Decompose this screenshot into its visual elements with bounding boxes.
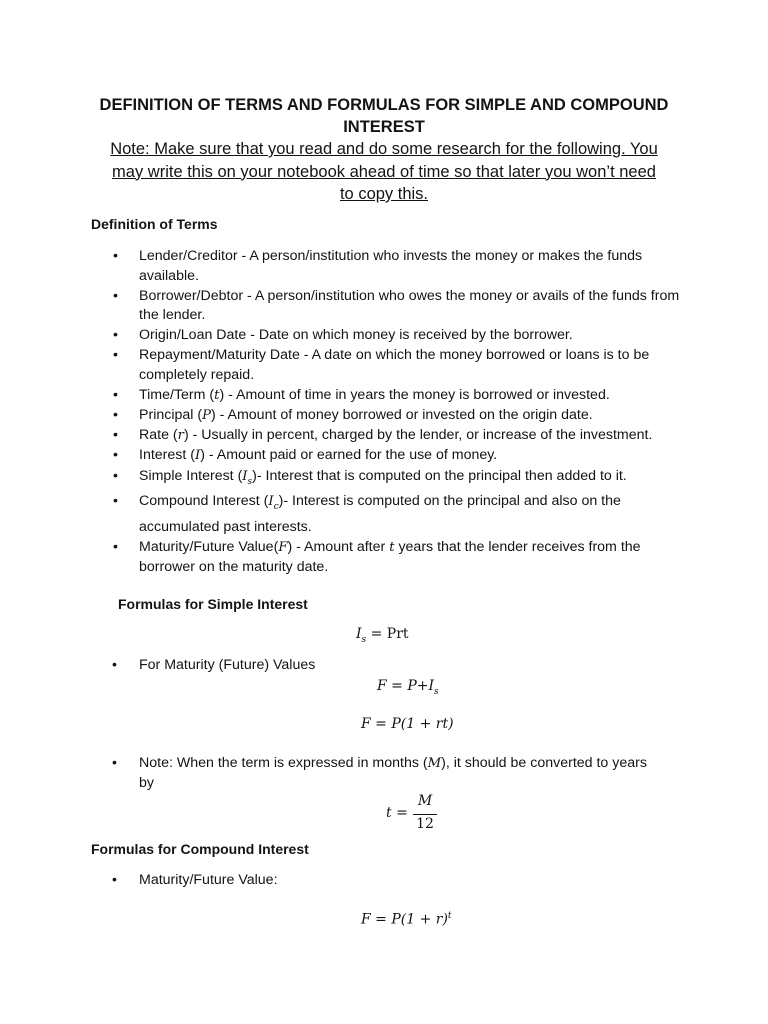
definition-text-after: ) - Amount of money borrowed or invested on the origin date. [210,407,593,424]
definition-text-before: Interest ( [139,447,195,464]
definition-item [112,346,684,385]
definition-item [112,247,684,286]
definition-text: Origin/Loan Date - Date on which money is received by the borrower. [139,327,573,344]
definition-symbol: t [214,388,220,404]
note-line-2: may write this on your notebook ahead of time so that later you won’t need [112,162,656,181]
definition-text-before: Simple Interest ( [139,467,243,484]
definition-item [112,467,684,492]
future-value-formula-1 [377,677,439,701]
formula-subscript: s [434,686,439,697]
definitions-heading: Definition of Terms [91,216,218,232]
definition-text-after: ) - Amount of time in years the money is borrowed or invested. [219,387,610,404]
definition-symbol: I [194,448,201,464]
maturity-values-label: For Maturity (Future) Values [139,657,316,673]
definition-text-after: years that the lender receives from the borrower on the maturity date. [139,538,641,575]
definition-text-before: Maturity/Future Value( [139,538,279,555]
definition-symbol: I [242,468,248,484]
definition-text-after: ) - Amount paid or earned for the use of money. [200,447,498,464]
definition-text-after: ) - Amount after [287,538,390,555]
definition-symbol-subscript: s [247,476,253,487]
formula-exponent: t [447,911,452,921]
note-line-3: to copy this. [339,185,429,203]
formula-lhs: I [356,626,362,642]
formula-base: F = P(1 + r) [361,911,448,928]
definition-symbol: P [202,408,211,424]
compound-maturity-item [112,871,278,891]
definition-text-before: Compound Interest ( [139,493,269,510]
simple-interest-heading: Formulas for Simple Interest [118,596,308,612]
note-line-1: Note: Make sure that you read and do some research for the following. You [110,140,658,158]
fraction-denominator: 12 [416,816,434,832]
definition-text-before: Time/Term ( [139,387,215,404]
definition-item [112,492,684,537]
definition-item [112,538,684,577]
definition-text-before: Rate ( [139,427,178,444]
future-value-formula-2: F = P(1 + rt) [361,716,454,732]
definition-symbol-subscript: c [273,502,279,513]
definition-item [112,446,684,466]
months-note-before: Note: When the term is expressed in months ( [139,755,428,771]
fraction-bar [413,814,437,815]
definition-text-after: ) - Usually in percent, charged by the lender, or increase of the investment. [183,427,653,444]
definition-item [112,406,684,426]
months-note-after: ), it should be converted to years [441,755,647,771]
definition-text-after: )- Interest that is computed on the principal then added to it. [252,467,627,484]
fraction-numerator: M [417,793,433,809]
months-symbol: M [427,756,442,771]
definition-symbol: r [177,428,184,444]
compound-maturity-label: Maturity/Future Value: [139,872,278,888]
definition-symbol: t [389,539,395,555]
definition-item [112,326,684,346]
definitions-list [112,247,684,578]
formula-rhs: = Prt [366,626,409,642]
fraction-lhs: t = [386,805,408,821]
definition-item [112,287,684,326]
definition-text-before: Principal ( [139,407,203,424]
months-note-by: by [139,774,154,791]
definition-symbol: F [278,539,288,555]
definition-text: Lender/Creditor - A person/institution who invests the money or makes the funds available. [139,248,643,284]
compound-interest-heading: Formulas for Compound Interest [91,841,309,857]
compound-future-value-formula [361,907,452,929]
maturity-values-item [112,656,316,676]
definition-text-after: )- Interest is computed on the principal and also on the accumulated past interests. [139,493,621,535]
page-title: DEFINITION OF TERMS AND FORMULAS FOR SIMPLE AND COMPOUND INTEREST [99,96,669,136]
bullet-dot: • [112,657,117,673]
definition-text: Repayment/Maturity Date - A date on which the money borrowed or loans is to be completely repaid. [139,347,650,384]
bullet-dot: • [112,872,117,888]
note-paragraph [80,138,688,206]
months-to-years-fraction [386,793,446,837]
simple-interest-formula [356,625,409,649]
definition-text: Borrower/Debtor - A person/institution who owes the money or avails of the funds from the lender. [139,287,680,324]
bullet-dot: • [112,755,117,771]
definition-item [112,426,684,446]
definition-item [112,386,684,406]
definition-symbol: I [268,494,274,510]
months-note-item [112,754,684,793]
formula-subscript: s [361,634,367,645]
formula-lhs: F = P+I [377,678,435,694]
